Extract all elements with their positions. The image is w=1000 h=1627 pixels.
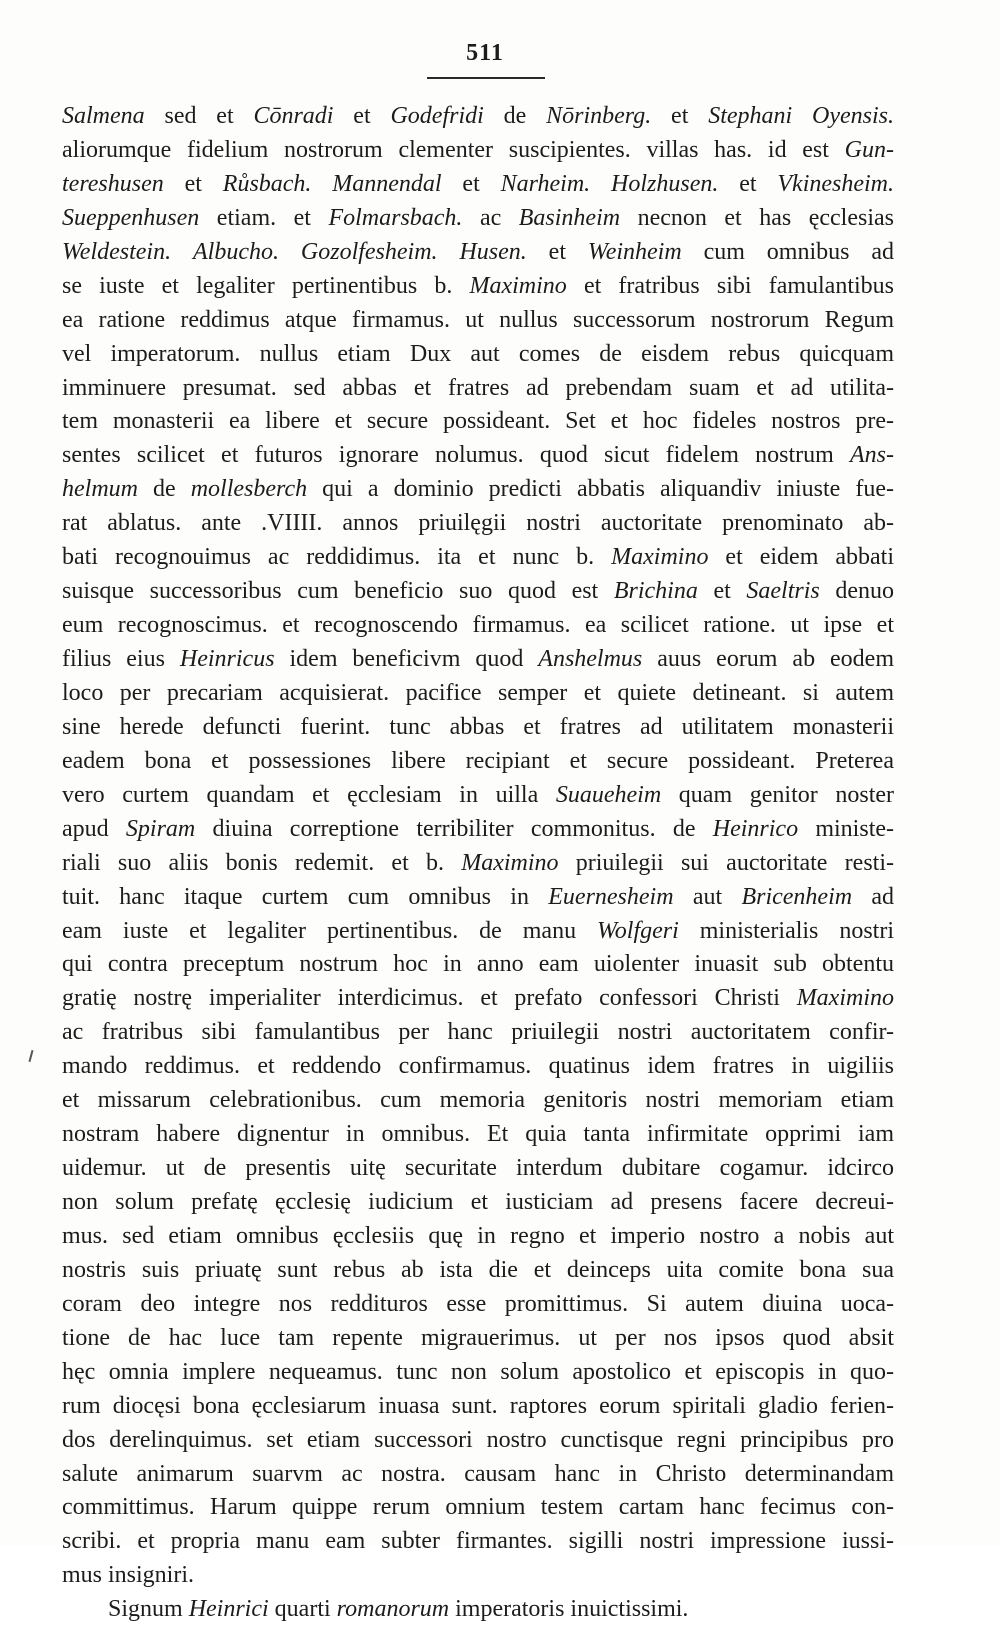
text-run: eum recognoscimus. et recognoscendo firmamus. ea scilicet ratione. ut ipse et — [62, 612, 894, 639]
italic-name: Spiram — [125, 815, 196, 842]
text-run: ea ratione reddimus atque firmamus. ut nullus successorum nostrorum Regum — [62, 306, 894, 333]
text-run: qui a dominio predicti abbatis aliquandiv iniuste fue- — [307, 476, 894, 503]
text-run: loco per precariam acquisierat. pacifice semper et quiete detineant. si autem — [62, 679, 894, 706]
italic-name: Cōnradi — [253, 103, 334, 129]
italic-name: Maximino — [611, 544, 709, 571]
text-line — [62, 1186, 894, 1220]
text-run: sentes scilicet et futuros ignorare nolumus. quod sicut fidelem nostrum — [62, 442, 850, 469]
text-line — [62, 948, 894, 982]
text-line — [62, 1491, 894, 1525]
italic-name: mollesberch — [190, 476, 308, 503]
text-line — [62, 134, 894, 168]
italic-name: Euernesheim — [548, 883, 674, 910]
text-line — [62, 779, 894, 813]
text-run — [279, 239, 301, 265]
italic-name: Basinheim — [518, 204, 621, 231]
italic-name: Bricenheim — [741, 883, 853, 910]
text-run — [590, 171, 611, 197]
text-run: et — [718, 170, 778, 197]
text-run: aut — [673, 883, 742, 910]
text-line — [62, 1559, 894, 1593]
italic-name: helmum — [62, 476, 138, 503]
italic-name: Salmena — [62, 103, 145, 129]
text-run: et — [697, 578, 747, 605]
text-line — [62, 1458, 894, 1492]
italic-name: Holzhusen. — [611, 170, 719, 197]
text-run: dos derelinquimus. set etiam successori nostro cunctisque regni principibus pro — [62, 1426, 894, 1453]
italic-name: Husen. — [459, 238, 527, 265]
text-run: et — [333, 103, 391, 129]
text-run: vel imperatorum. nullus etiam Dux aut comes de eisdem rebus quicquam — [62, 340, 894, 367]
text-run: et — [526, 238, 588, 265]
text-line — [62, 982, 894, 1016]
italic-name: Suaueheim — [555, 781, 662, 808]
text-run: idem beneficivm quod — [274, 646, 539, 672]
text-run: tione de hac luce tam repente migrauerimus. ut per nos ipsos quod absit — [62, 1324, 894, 1351]
text-run: cum omnibus ad — [681, 238, 895, 265]
text-run: filius eius — [62, 646, 180, 672]
text-line — [62, 405, 894, 439]
text-line — [62, 507, 894, 541]
italic-name: Stephani Oyensis. — [708, 103, 895, 129]
text-line — [62, 1254, 894, 1288]
text-run: rum diocęsi bona ęcclesiarum inuasa sunt. raptores eorum spiritali gladio ferien- — [62, 1392, 894, 1419]
text-run: nostris suis priuatę sunt rebus ab ista die et deinceps uita comite bona sua — [62, 1256, 894, 1283]
text-line — [62, 1050, 894, 1084]
italic-name: Anshelmus — [538, 646, 643, 672]
italic-name: Gozolfesheim. — [300, 238, 438, 265]
text-run: bati recognouimus ac reddidimus. ita et nunc b. — [62, 544, 612, 571]
text-line — [62, 1322, 894, 1356]
text-run: qui contra preceptum nostrum hoc in anno eam uiolenter inuasit sub obtentu — [62, 951, 894, 978]
italic-name: Maximino — [461, 849, 559, 876]
italic-name: Folmarsbach. — [328, 204, 463, 231]
text-line — [62, 270, 894, 304]
text-line — [62, 1424, 894, 1458]
text-run: scribi. et propria manu eam subter firmantes. sigilli nostri impressione iussi- — [62, 1528, 894, 1555]
text-run: auus eorum ab eodem — [642, 646, 894, 672]
italic-name: Ans- — [850, 442, 894, 469]
text-line — [62, 745, 894, 779]
italic-name: Godefridi — [390, 103, 484, 129]
italic-name: Wolfgeri — [597, 917, 679, 944]
text-run: denuo — [819, 578, 894, 605]
text-run: non solum prefatę ęcclesię iudicium et iusticiam ad presens facere decreui- — [62, 1189, 894, 1215]
italic-name: Saeltris — [746, 578, 820, 605]
text-line — [62, 1118, 894, 1152]
text-run: et — [651, 103, 709, 129]
margin-mark — [28, 1050, 33, 1062]
text-line — [62, 372, 894, 406]
text-line — [62, 1390, 894, 1424]
text-run: eadem bona et possessiones libere recipiant et secure possideant. Preterea — [62, 747, 894, 774]
italic-name: Narheim. — [500, 170, 591, 197]
italic-name: tereshusen — [62, 170, 164, 197]
text-run: riali suo aliis bonis redemit. et b. — [62, 849, 462, 876]
text-run: et — [441, 170, 501, 197]
text-run: ac fratribus sibi famulantibus per hanc priuilegii nostri auctoritatem confir- — [62, 1019, 894, 1046]
italic-name: Heinrici — [188, 1596, 269, 1623]
text-run: sine herede defuncti fuerint. tunc abbas et fratres ad utilitatem monasterii — [62, 713, 894, 740]
text-run — [171, 239, 193, 265]
text-run: suisque successoribus cum beneficio suo quod est — [62, 578, 614, 605]
italic-name: Heinricus — [179, 646, 275, 672]
text-run: priuilegii sui auctoritate resti- — [558, 849, 894, 876]
text-run: vero curtem quandam et ęcclesiam in uilla — [62, 781, 556, 808]
text-line — [62, 1016, 894, 1050]
text-line — [62, 541, 894, 575]
italic-name: Mannendal — [332, 170, 442, 197]
text-run: mus. sed etiam omnibus ęcclesiis quę in regno et imperio nostro a nobis aut — [62, 1222, 894, 1249]
italic-name: Brichina — [613, 578, 698, 605]
italic-name: Gun- — [844, 136, 894, 163]
text-run: Signum — [108, 1596, 189, 1623]
text-run: salute animarum suarvm ac nostra. causam hanc in Christo determinandam — [62, 1460, 894, 1487]
italic-name: Albucho. — [193, 238, 279, 265]
italic-name: Weldestein. — [62, 238, 172, 265]
text-run: imperatoris inuictissimi. — [449, 1596, 689, 1623]
text-run: quam genitor noster — [661, 781, 895, 808]
text-line — [62, 1525, 894, 1559]
text-run: rat ablatus. ante .VIIII. annos priuilęgii nostri auctoritate prenominato ab- — [62, 510, 894, 537]
text-line — [62, 202, 894, 236]
text-run: necnon et has ęcclesias — [620, 204, 894, 231]
charter-text — [62, 100, 894, 1627]
text-run: gratię nostrę imperialiter interdicimus. et prefato confessori Christi — [62, 985, 797, 1012]
text-line — [62, 813, 894, 847]
text-line — [62, 1220, 894, 1254]
italic-name: Maximino — [469, 272, 567, 299]
text-run: nostram habere dignentur in omnibus. Et quia tanta infirmitate opprimi iam — [62, 1121, 894, 1148]
italic-name: Vkinesheim. — [777, 170, 895, 197]
text-run: aliorumque fidelium nostrorum clementer suscipientes. villas has. id est — [62, 136, 845, 163]
text-run: ministerialis nostri — [678, 917, 894, 944]
italic-name: Weinheim — [587, 238, 682, 265]
text-line — [62, 1084, 894, 1118]
text-line — [62, 915, 894, 949]
text-line — [62, 439, 894, 473]
text-run: committimus. Harum quippe rerum omnium testem cartam hanc fecimus con- — [62, 1494, 894, 1521]
text-run: ac — [462, 204, 519, 231]
text-run: et — [163, 170, 223, 197]
italic-name: Heinrico — [712, 815, 799, 842]
text-line — [62, 1288, 894, 1322]
text-line — [62, 1356, 894, 1390]
text-line — [62, 304, 894, 338]
text-line — [62, 847, 894, 881]
text-line — [62, 473, 894, 507]
text-run: hęc omnia implere nequeamus. tunc non solum apostolico et episcopis in quo- — [62, 1358, 894, 1385]
text-line — [62, 1593, 894, 1627]
italic-name: Maximino — [796, 985, 894, 1012]
text-line — [62, 100, 894, 134]
text-run: se iuste et legaliter pertinentibus b. — [62, 272, 470, 299]
italic-name: romanorum — [336, 1596, 450, 1623]
text-line — [62, 609, 894, 643]
page-number: 511 — [466, 40, 504, 66]
text-line — [62, 338, 894, 372]
text-run: quarti — [268, 1596, 337, 1623]
text-run: apud — [62, 815, 126, 842]
italic-name: Nōrinberg. — [546, 103, 652, 129]
text-line — [62, 881, 894, 915]
text-run: et eidem abbati — [708, 544, 895, 571]
text-run: de — [137, 476, 191, 503]
text-run: diuina correptione terribiliter commonitus. de — [195, 815, 713, 842]
text-run: sed et — [144, 103, 254, 129]
text-line — [62, 1152, 894, 1186]
text-run: de — [483, 103, 547, 129]
italic-name: Růsbach. — [222, 170, 312, 197]
text-run: uidemur. ut de presentis uitę securitate interdum dubitare cogamur. idcirco — [62, 1155, 894, 1182]
text-run: et missarum celebrationibus. cum memoria genitoris nostri memoriam etiam — [62, 1087, 894, 1114]
text-line — [62, 677, 894, 711]
text-run: coram deo integre nos reddituros esse promittimus. Si autem diuina uoca- — [62, 1290, 894, 1317]
text-run: etiam. et — [199, 204, 329, 231]
page-number-rule — [427, 77, 545, 79]
text-run: imminuere presumat. sed abbas et fratres ad prebendam suam et ad utilita- — [62, 374, 894, 401]
text-line — [62, 575, 894, 609]
text-run — [311, 171, 332, 197]
text-run — [438, 239, 460, 265]
text-line — [62, 236, 894, 270]
text-line — [62, 711, 894, 745]
text-run: mando reddimus. et reddendo confirmamus. quatinus idem fratres in uigiliis — [62, 1053, 894, 1080]
text-run: ad — [852, 883, 894, 910]
italic-name: Sueppenhusen — [62, 204, 200, 231]
text-run: tuit. hanc itaque curtem cum omnibus in — [62, 883, 549, 910]
text-run: tem monasterii ea libere et secure possideant. Set et hoc fideles nostros pre- — [62, 408, 894, 435]
text-run: et fratribus sibi famulantibus — [566, 272, 895, 299]
text-run: eam iuste et legaliter pertinentibus. de manu — [62, 917, 598, 944]
text-run: mus insigniri. — [62, 1562, 195, 1589]
text-line — [62, 168, 894, 202]
text-line — [62, 643, 894, 677]
text-run: ministe- — [798, 815, 895, 842]
